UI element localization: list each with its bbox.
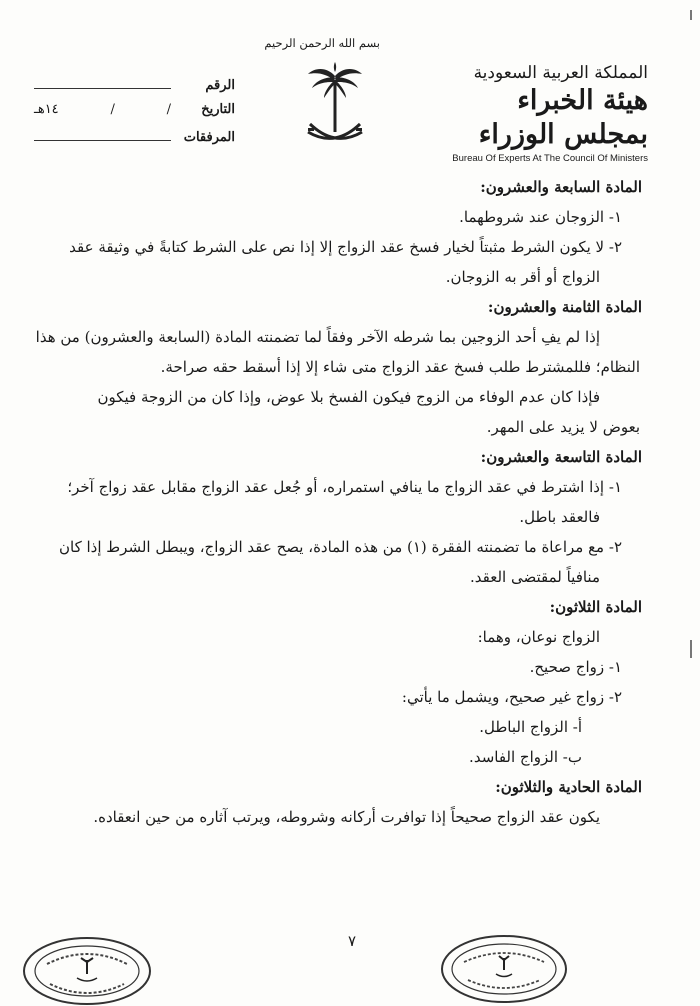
date-value (30, 102, 171, 117)
article-29-item-1: ١- إذا اشترط في عقد الزواج ما ينافي استمراره، أو جُعل عقد الزواج مقابل عقد زواج آخر؛ (67, 478, 622, 496)
basmala: بسم الله الرحمن الرحيم (264, 36, 380, 50)
date-year: ١٤هـ (34, 102, 59, 117)
article-30-item-2: ٢- زواج غير صحيح، ويشمل ما يأتي: (401, 688, 622, 706)
article-27-heading: المادة السابعة والعشرون: (480, 178, 642, 196)
article-28-para-2-cont: بعوض لا يزيد على المهر. (486, 418, 640, 436)
number-field (30, 76, 235, 102)
article-30-item-1: ١- زواج صحيح. (529, 658, 622, 676)
article-28-para-1: إذا لم يفِ أحد الزوجين بما شرطه الآخر وفقاً لما تضمنته المادة (السابعة والعشرون) من هذا (35, 328, 600, 346)
scan-edge-mark (690, 10, 692, 20)
article-31-text: يكون عقد الزواج صحيحاً إذا توافرت أركانه وشروطه، ويرتب آثاره من حين انعقاده. (93, 808, 600, 826)
page-number: ٧ (348, 932, 357, 950)
article-28-para-2: فإذا كان عدم الوفاء من الزوج فيكون الفسخ بلا عوض، وإذا كان من الزوجة فيكون (97, 388, 600, 406)
reference-fields (30, 76, 235, 154)
article-30-sub-b: ب- الزواج الفاسد. (469, 748, 582, 766)
article-29-item-2: ٢- مع مراعاة ما تضمنته الفقرة (١) من هذه المادة، يصح عقد الزواج، ويبطل الشرط إذا كان (59, 538, 622, 556)
bureau-name-english: Bureau Of Experts At The Council Of Ministers (452, 153, 648, 164)
article-27-item-2-cont: الزواج أو أقر به الزوجان. (445, 268, 600, 286)
date-field (30, 102, 235, 128)
attachments-label: المرفقات (183, 130, 235, 145)
scan-edge-mark (690, 640, 692, 658)
article-28-para-1-cont: النظام؛ فللمشترط طلب فسخ عقد الزواج متى شاء إلا إذا أسقط حقه صراحة. (160, 358, 640, 376)
article-29-item-1-cont: فالعقد باطل. (519, 508, 600, 526)
date-label: التاريخ (201, 102, 235, 117)
article-30-intro: الزواج نوعان، وهما: (477, 628, 600, 646)
article-28-heading: المادة الثامنة والعشرون: (487, 298, 642, 316)
date-slash: / (110, 102, 115, 117)
article-29-item-2-cont: منافياً لمقتضى العقد. (469, 568, 600, 586)
number-line (34, 76, 171, 89)
palm-swords-emblem-icon (304, 62, 366, 157)
attachments-line (34, 128, 171, 141)
article-27-item-1: ١- الزوجان عند شروطهما. (459, 208, 622, 226)
attachments-field (30, 128, 235, 154)
official-stamp-icon (22, 936, 152, 1006)
secretariat-stamp-icon (440, 934, 568, 1004)
article-30-sub-a: أ- الزواج الباطل. (479, 718, 582, 736)
document-body (35, 172, 642, 832)
article-27-item-2: ٢- لا يكون الشرط مثبتاً لخيار فسخ عقد الزواج إلا إذا نص على الشرط كتابةً في وثيقة عقد (69, 238, 622, 256)
bureau-name-arabic: هيئة الخبراء بمجلس الوزراء (478, 85, 648, 150)
date-slash: / (166, 102, 171, 117)
letterhead-organization (448, 62, 648, 165)
article-31-heading: المادة الحادية والثلاثون: (495, 778, 642, 796)
article-29-heading: المادة التاسعة والعشرون: (480, 448, 642, 466)
kingdom-name: المملكة العربية السعودية (473, 63, 648, 83)
article-30-heading: المادة الثلاثون: (549, 598, 642, 616)
number-label: الرقم (205, 78, 235, 93)
